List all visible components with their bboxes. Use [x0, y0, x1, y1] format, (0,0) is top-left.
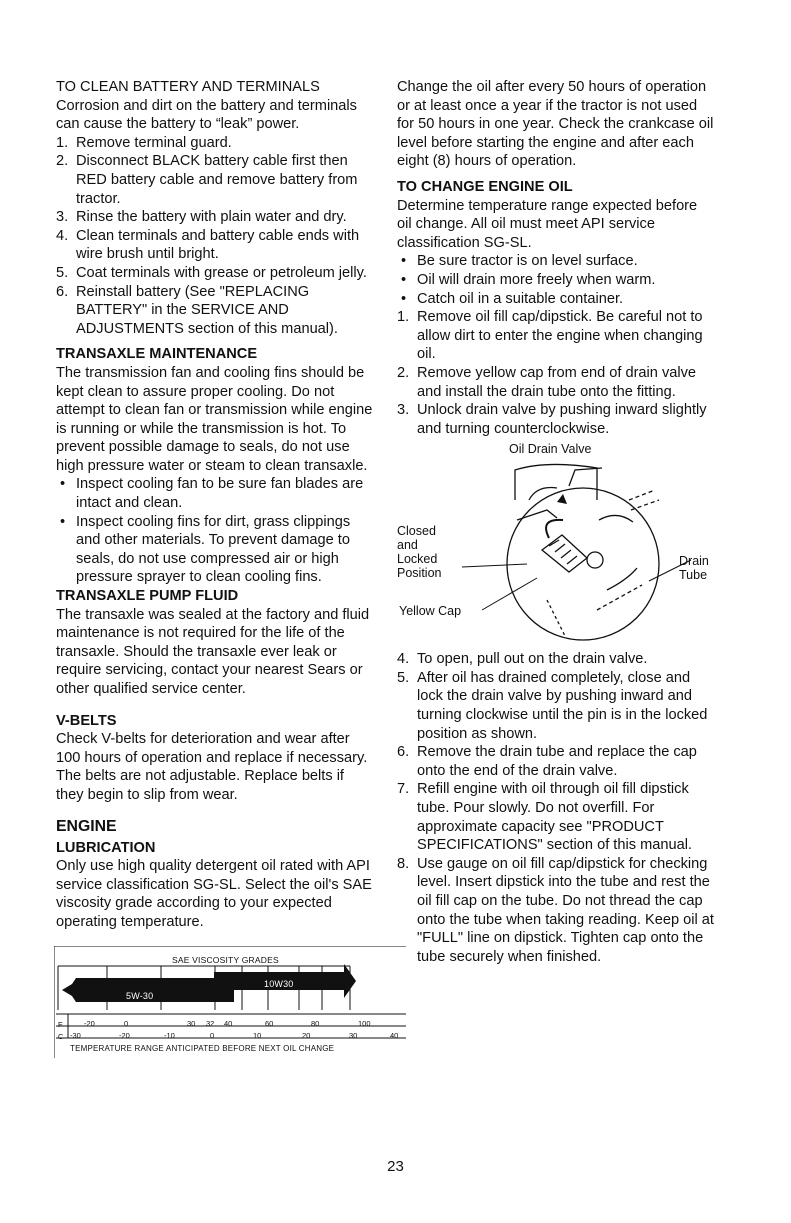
f-tick: 80	[311, 1018, 320, 1028]
oil-change-intro: Change the oil after every 50 hours of operation or at least once a year if the tractor is not used for 50 hours in one year. Check the crankcase oil level before starting the engine and after each eight (8) hours of operation.	[397, 79, 714, 170]
battery-step: 6. Reinstall battery (See "REPLACING BATTERY" in the SERVICE AND ADJUSTMENTS section of this manual).	[56, 283, 338, 337]
c-tick: 20	[302, 1030, 311, 1040]
change-oil-bullet: • Be sure tractor is on level surface.	[401, 253, 638, 270]
f-tick: 40	[224, 1018, 233, 1028]
label-10w30: 10W30	[264, 978, 294, 989]
label-yellow-cap: Yellow Cap	[399, 604, 462, 619]
viscosity-chart-title: SAE VISCOSITY GRADES	[172, 954, 279, 965]
c-tick: 30	[349, 1030, 358, 1040]
pump-section	[56, 587, 374, 699]
change-oil-steps-b	[397, 650, 715, 966]
change-oil-step: 6. Remove the drain tube and replace the cap onto the end of the drain valve.	[397, 744, 697, 779]
c-tick: 10	[253, 1030, 262, 1040]
f-tick: 32	[206, 1018, 215, 1028]
engine-heading: ENGINE	[56, 817, 117, 835]
change-oil-step: 7. Refill engine with oil through oil fill dipstick tube. Pour slowly. Do not overfill. For approximate capacity see "PRODUCT SPECIFICATIONS" section of this manual.	[397, 781, 692, 854]
engine-body: Only use high quality detergent oil rated with API service classification SG-SL. Select the oil's SAE viscosity grade according to your expected operating temperature.	[56, 858, 372, 930]
f-tick: 30	[187, 1018, 196, 1028]
change-oil-step: 3. Unlock drain valve by pushing inward slightly and turning counterclockwise.	[397, 402, 707, 437]
change-oil-step: 8. Use gauge on oil fill cap/dipstick for checking level. Insert dipstick into the tube and rest the oil fill cap on the tube. Do not thread the cap onto the tube when taking reading. Keep oil at "FULL" line on dipstick. Tighten cap onto the tube securely when finished.	[397, 855, 714, 965]
transaxle-heading: TRANSAXLE MAINTENANCE	[56, 346, 258, 363]
change-oil-bullet: • Catch oil in a suitable container.	[401, 290, 624, 307]
f-tick: 100	[358, 1018, 371, 1028]
vbelts-body: Check V-belts for deterioration and wear after 100 hours of operation and replace if necessary. The belts are not adjustable. Replace belts if they begin to slip from wear.	[56, 731, 368, 803]
battery-step: 1. Remove terminal guard.	[56, 134, 232, 151]
transaxle-bullets	[56, 475, 374, 587]
c-scale-label: C	[58, 1031, 64, 1041]
f-tick: 0	[124, 1018, 129, 1028]
change-oil-step: 5. After oil has drained completely, close and lock the drain valve by pushing inward and turning clockwise until the pin is in the locked position as shown.	[397, 669, 708, 742]
change-oil-step: 1. Remove oil fill cap/dipstick. Be careful not to allow dirt to enter the engine when changing oil.	[397, 309, 703, 363]
transaxle-bullet: • Inspect cooling fins for dirt, grass clippings and other materials. To prevent damage to seals, do not use compressed air or high pressure sprayer to clean cooling fins.	[60, 513, 351, 586]
vbelts-section	[56, 712, 374, 805]
oil-drain-valve-figure	[397, 440, 715, 650]
change-oil-heading: TO CHANGE ENGINE OIL	[397, 178, 573, 195]
battery-steps	[56, 134, 374, 339]
pump-heading: TRANSAXLE PUMP FLUID	[56, 588, 239, 605]
change-oil-steps-a	[397, 308, 715, 438]
change-oil-bullet: • Oil will drain more freely when warm.	[401, 271, 656, 288]
battery-heading: TO CLEAN BATTERY AND TERMINALS	[56, 79, 320, 95]
battery-step: 4. Clean terminals and battery cable ends with wire brush until bright.	[56, 227, 360, 263]
f-tick: 60	[265, 1018, 274, 1028]
left-column	[56, 78, 399, 1058]
viscosity-chart	[54, 946, 406, 1058]
battery-step: 2. Disconnect BLACK battery cable first then RED battery cable and remove battery from tractor.	[56, 153, 358, 207]
change-oil-body: Determine temperature range expected before oil change. All oil must meet API service classification SG-SL.	[397, 197, 698, 251]
c-tick: 40	[390, 1030, 399, 1040]
viscosity-chart-footer: TEMPERATURE RANGE ANTICIPATED BEFORE NEXT OIL CHANGE	[70, 1043, 335, 1053]
c-tick: 0	[210, 1030, 215, 1040]
battery-step: 3. Rinse the battery with plain water and dry.	[56, 209, 347, 226]
c-tick: -10	[164, 1030, 175, 1040]
label-closed-locked: Closed and Locked Position	[397, 524, 442, 581]
figure-title: Oil Drain Valve	[509, 442, 592, 457]
battery-section	[56, 78, 374, 338]
f-scale-label: F	[58, 1019, 63, 1029]
label-5w30: 5W-30	[126, 990, 154, 1001]
change-oil-step: 4. To open, pull out on the drain valve.	[397, 651, 648, 668]
label-drain-tube: Drain Tube	[679, 554, 709, 583]
engine-section	[56, 817, 374, 932]
transaxle-body: The transmission fan and cooling fins should be kept clean to assure proper cooling. Do not attempt to clean fan or transmission while engine is running or while the transmission is hot. To prevent possible damage to seals, do not use high pressure water or steam to clean transaxle.	[56, 364, 373, 474]
change-oil-step: 2. Remove yellow cap from end of drain valve and install the drain tube onto the fitting.	[397, 364, 697, 400]
change-oil-section	[397, 178, 715, 966]
c-tick: -30	[70, 1030, 81, 1040]
transaxle-bullet: • Inspect cooling fan to be sure fan blades are intact and clean.	[60, 476, 364, 512]
c-tick: -20	[119, 1030, 130, 1040]
pump-body: The transaxle was sealed at the factory and fluid maintenance is not required for the life of the transaxle. Should the transaxle ever leak or require servicing, contact your nearest Sears or other qualified service center.	[56, 606, 370, 697]
f-tick: -20	[84, 1018, 95, 1028]
vbelts-heading: V-BELTS	[56, 712, 117, 729]
change-oil-bullets	[397, 252, 715, 308]
page-number: 23	[387, 1158, 404, 1175]
lubrication-heading: LUBRICATION	[56, 839, 156, 856]
right-column	[397, 78, 715, 966]
battery-intro: Corrosion and dirt on the battery and terminals can cause the battery to “leak” power.	[56, 97, 357, 133]
battery-step: 5. Coat terminals with grease or petroleum jelly.	[56, 264, 367, 281]
transaxle-section	[56, 345, 374, 587]
